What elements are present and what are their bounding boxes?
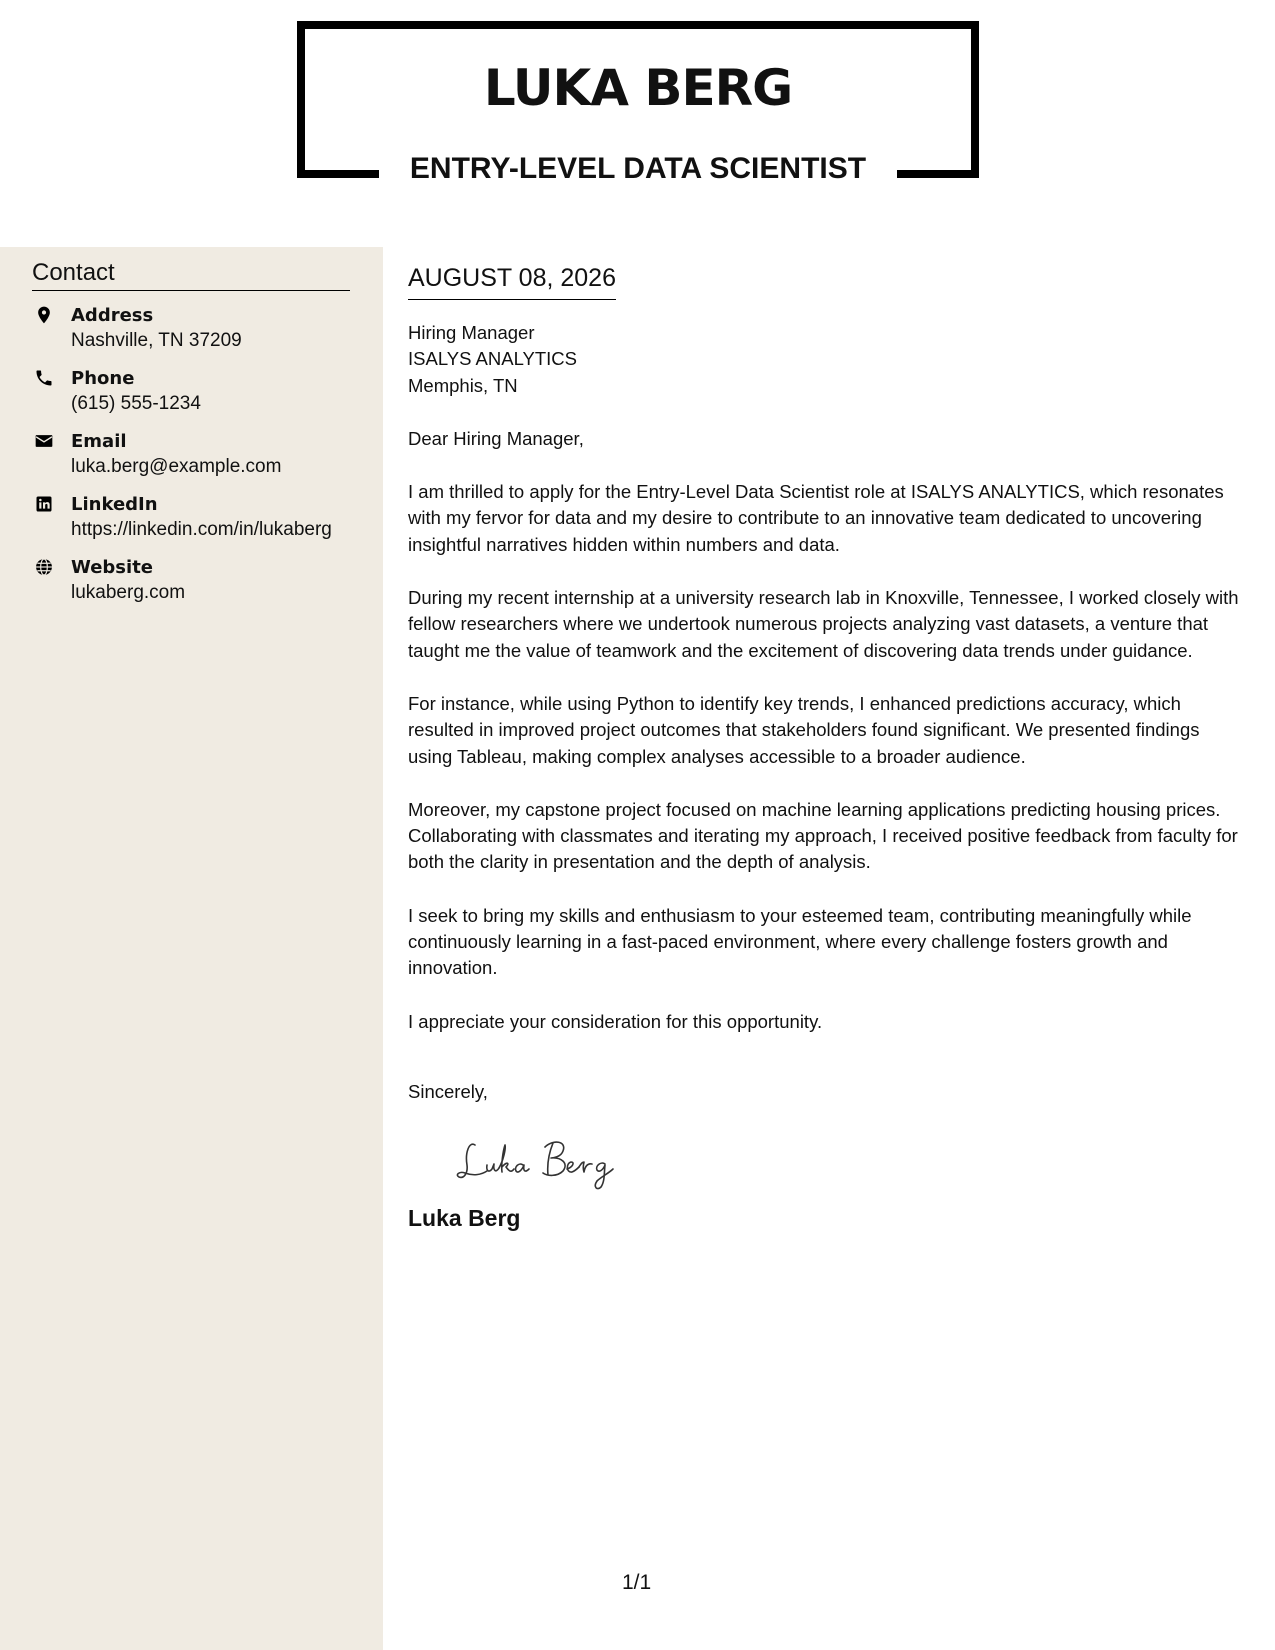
email-value[interactable]: luka.berg@example.com [71,456,282,477]
applicant-name: LUKA BERG [483,59,793,117]
recipient-block [408,320,1248,399]
contact-list [32,305,372,620]
phone-value: (615) 555-1234 [71,393,201,414]
page-number: 1/1 [622,1571,652,1594]
body-paragraph: During my recent internship at a university research lab in Knoxville, Tennessee, I worked closely with fellow researchers where we undertook numerous projects analyzing vast datasets, a venture that taught me the value of teamwork and the excitement of discovering data trends under guidance. [408,587,1239,661]
website-value[interactable]: lukaberg.com [71,582,186,603]
linkedin-value[interactable]: https://linkedin.com/in/lukaberg [71,519,332,540]
signer-name: Luka Berg [408,1205,521,1232]
handwritten-signature [453,1131,653,1193]
contact-item-email [32,431,372,494]
contact-item-linkedin [32,494,372,557]
linkedin-icon [34,494,54,514]
contact-label: LinkedIn [71,494,158,515]
cover-letter-body [408,266,1248,1230]
contact-label: Phone [71,368,135,389]
contact-label: Email [71,431,127,452]
globe-icon [34,557,54,577]
contact-label: Website [71,557,154,578]
contact-label: Address [71,305,154,326]
contact-heading: Contact [32,261,350,291]
closing: Sincerely, [408,1080,488,1102]
salutation: Dear Hiring Manager, [408,427,584,449]
envelope-icon [34,431,54,451]
recipient-company: ISALYS ANALYTICS [408,348,577,370]
header-frame [297,21,979,185]
contact-sidebar [0,247,383,1650]
recipient-title: Hiring Manager [408,322,535,343]
body-paragraph: I seek to bring my skills and enthusiasm to your esteemed team, contributing meaningfully while continuously learning in a fast-paced environment, where every challenge fosters growth and innovation. [408,904,1192,979]
body-paragraph: Moreover, my capstone project focused on machine learning applications predicting housing prices. Collaborating with classmates and iterating my approach, I received positive feedback from faculty for both the clarity in presentation and the depth of analysis. [408,798,1238,873]
frame-top-border [297,21,979,29]
letter-date: AUGUST 08, 2026 [408,266,616,300]
job-title: ENTRY-LEVEL DATA SCIENTIST [409,152,867,185]
contact-item-phone [32,368,372,431]
phone-icon [34,368,54,388]
address-value: Nashville, TN 37209 [71,330,242,351]
contact-item-address [32,305,372,368]
body-paragraph: I appreciate your consideration for this opportunity. [408,1010,823,1032]
map-pin-icon [34,305,54,325]
recipient-location: Memphis, TN [408,374,518,396]
body-paragraph: I am thrilled to apply for the Entry-Level Data Scientist role at ISALYS ANALYTICS, which resonates with my fervor for data and my desire to contribute to an innovative team dedicated to uncovering insightful narratives hidden within numbers and data. [408,481,1224,555]
contact-item-website [32,557,372,620]
body-paragraph: For instance, while using Python to identify key trends, I enhanced predictions accuracy, which resulted in improved project outcomes that stakeholders found significant. We presented findings using Tableau, making complex analyses accessible to a broader audience. [408,692,1200,767]
